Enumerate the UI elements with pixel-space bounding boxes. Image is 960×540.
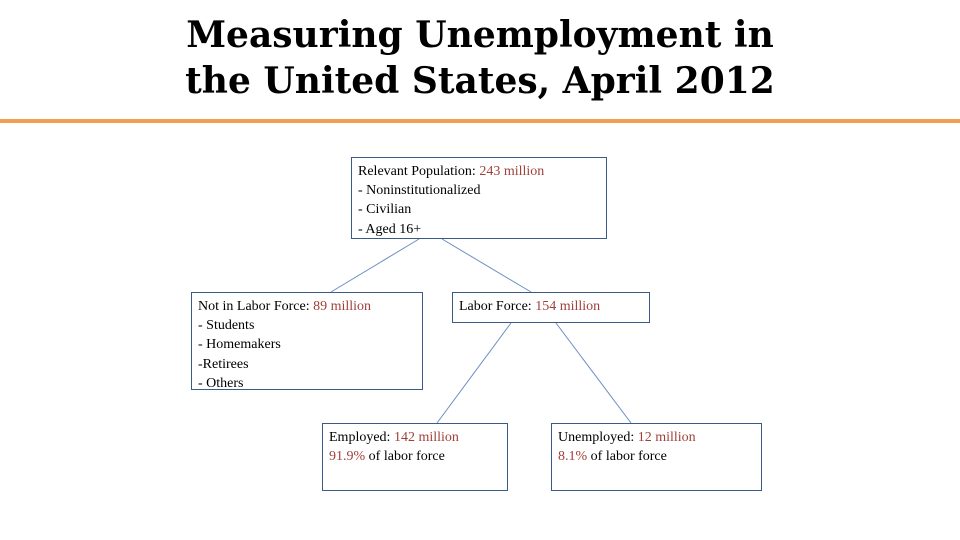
node-relevant-heading (358, 162, 600, 181)
title-line-2: the United States, April 2012 (185, 60, 775, 102)
node-relevant-item: - Civilian (358, 202, 412, 218)
node-employed-percent: 91.9% (329, 449, 366, 465)
node-employed-percent-suffix: of labor force (365, 449, 445, 465)
connector-lf-to-employed (437, 323, 511, 423)
node-not-in-labor-force (191, 292, 423, 390)
node-employed-label: Employed: (329, 430, 394, 445)
node-nilf-item: - Homemakers (198, 337, 281, 353)
node-lf-label: Labor Force: (459, 299, 536, 314)
node-nilf-value: 89 million (313, 299, 372, 314)
title-line-1: Measuring Unemployment in (186, 14, 774, 56)
node-unemployed-value: 12 million (637, 430, 696, 445)
node-employed-value: 142 million (393, 430, 459, 445)
node-unemployed-percent: 8.1% (558, 449, 588, 465)
connector-relevant-to-nilf (331, 239, 419, 292)
node-lf-value: 154 million (535, 299, 601, 314)
node-unemployed-share (558, 447, 755, 466)
node-unemployed-label: Unemployed: (558, 430, 638, 445)
connector-relevant-to-lf (442, 239, 531, 292)
node-employed-heading (329, 428, 501, 447)
connector-lf-to-unemployed (556, 323, 631, 423)
node-nilf-label: Not in Labor Force: (198, 299, 314, 314)
node-labor-force (452, 292, 650, 323)
node-unemployed-heading (558, 428, 755, 447)
node-nilf-item: - Students (198, 318, 255, 334)
node-relevant-item: - Aged 16+ (358, 221, 422, 237)
node-unemployed-percent-suffix: of labor force (587, 449, 667, 465)
node-relevant-value: 243 million (479, 164, 545, 179)
node-relevant-population (351, 157, 607, 239)
node-employed (322, 423, 508, 491)
node-lf-heading (459, 297, 643, 316)
node-nilf-item: - Others (198, 375, 244, 391)
node-nilf-item: -Retirees (198, 356, 249, 372)
node-employed-share (329, 447, 501, 466)
node-relevant-label: Relevant Population: (358, 164, 480, 179)
node-unemployed (551, 423, 762, 491)
node-nilf-heading (198, 297, 416, 316)
node-relevant-item: - Noninstitutionalized (358, 183, 481, 199)
